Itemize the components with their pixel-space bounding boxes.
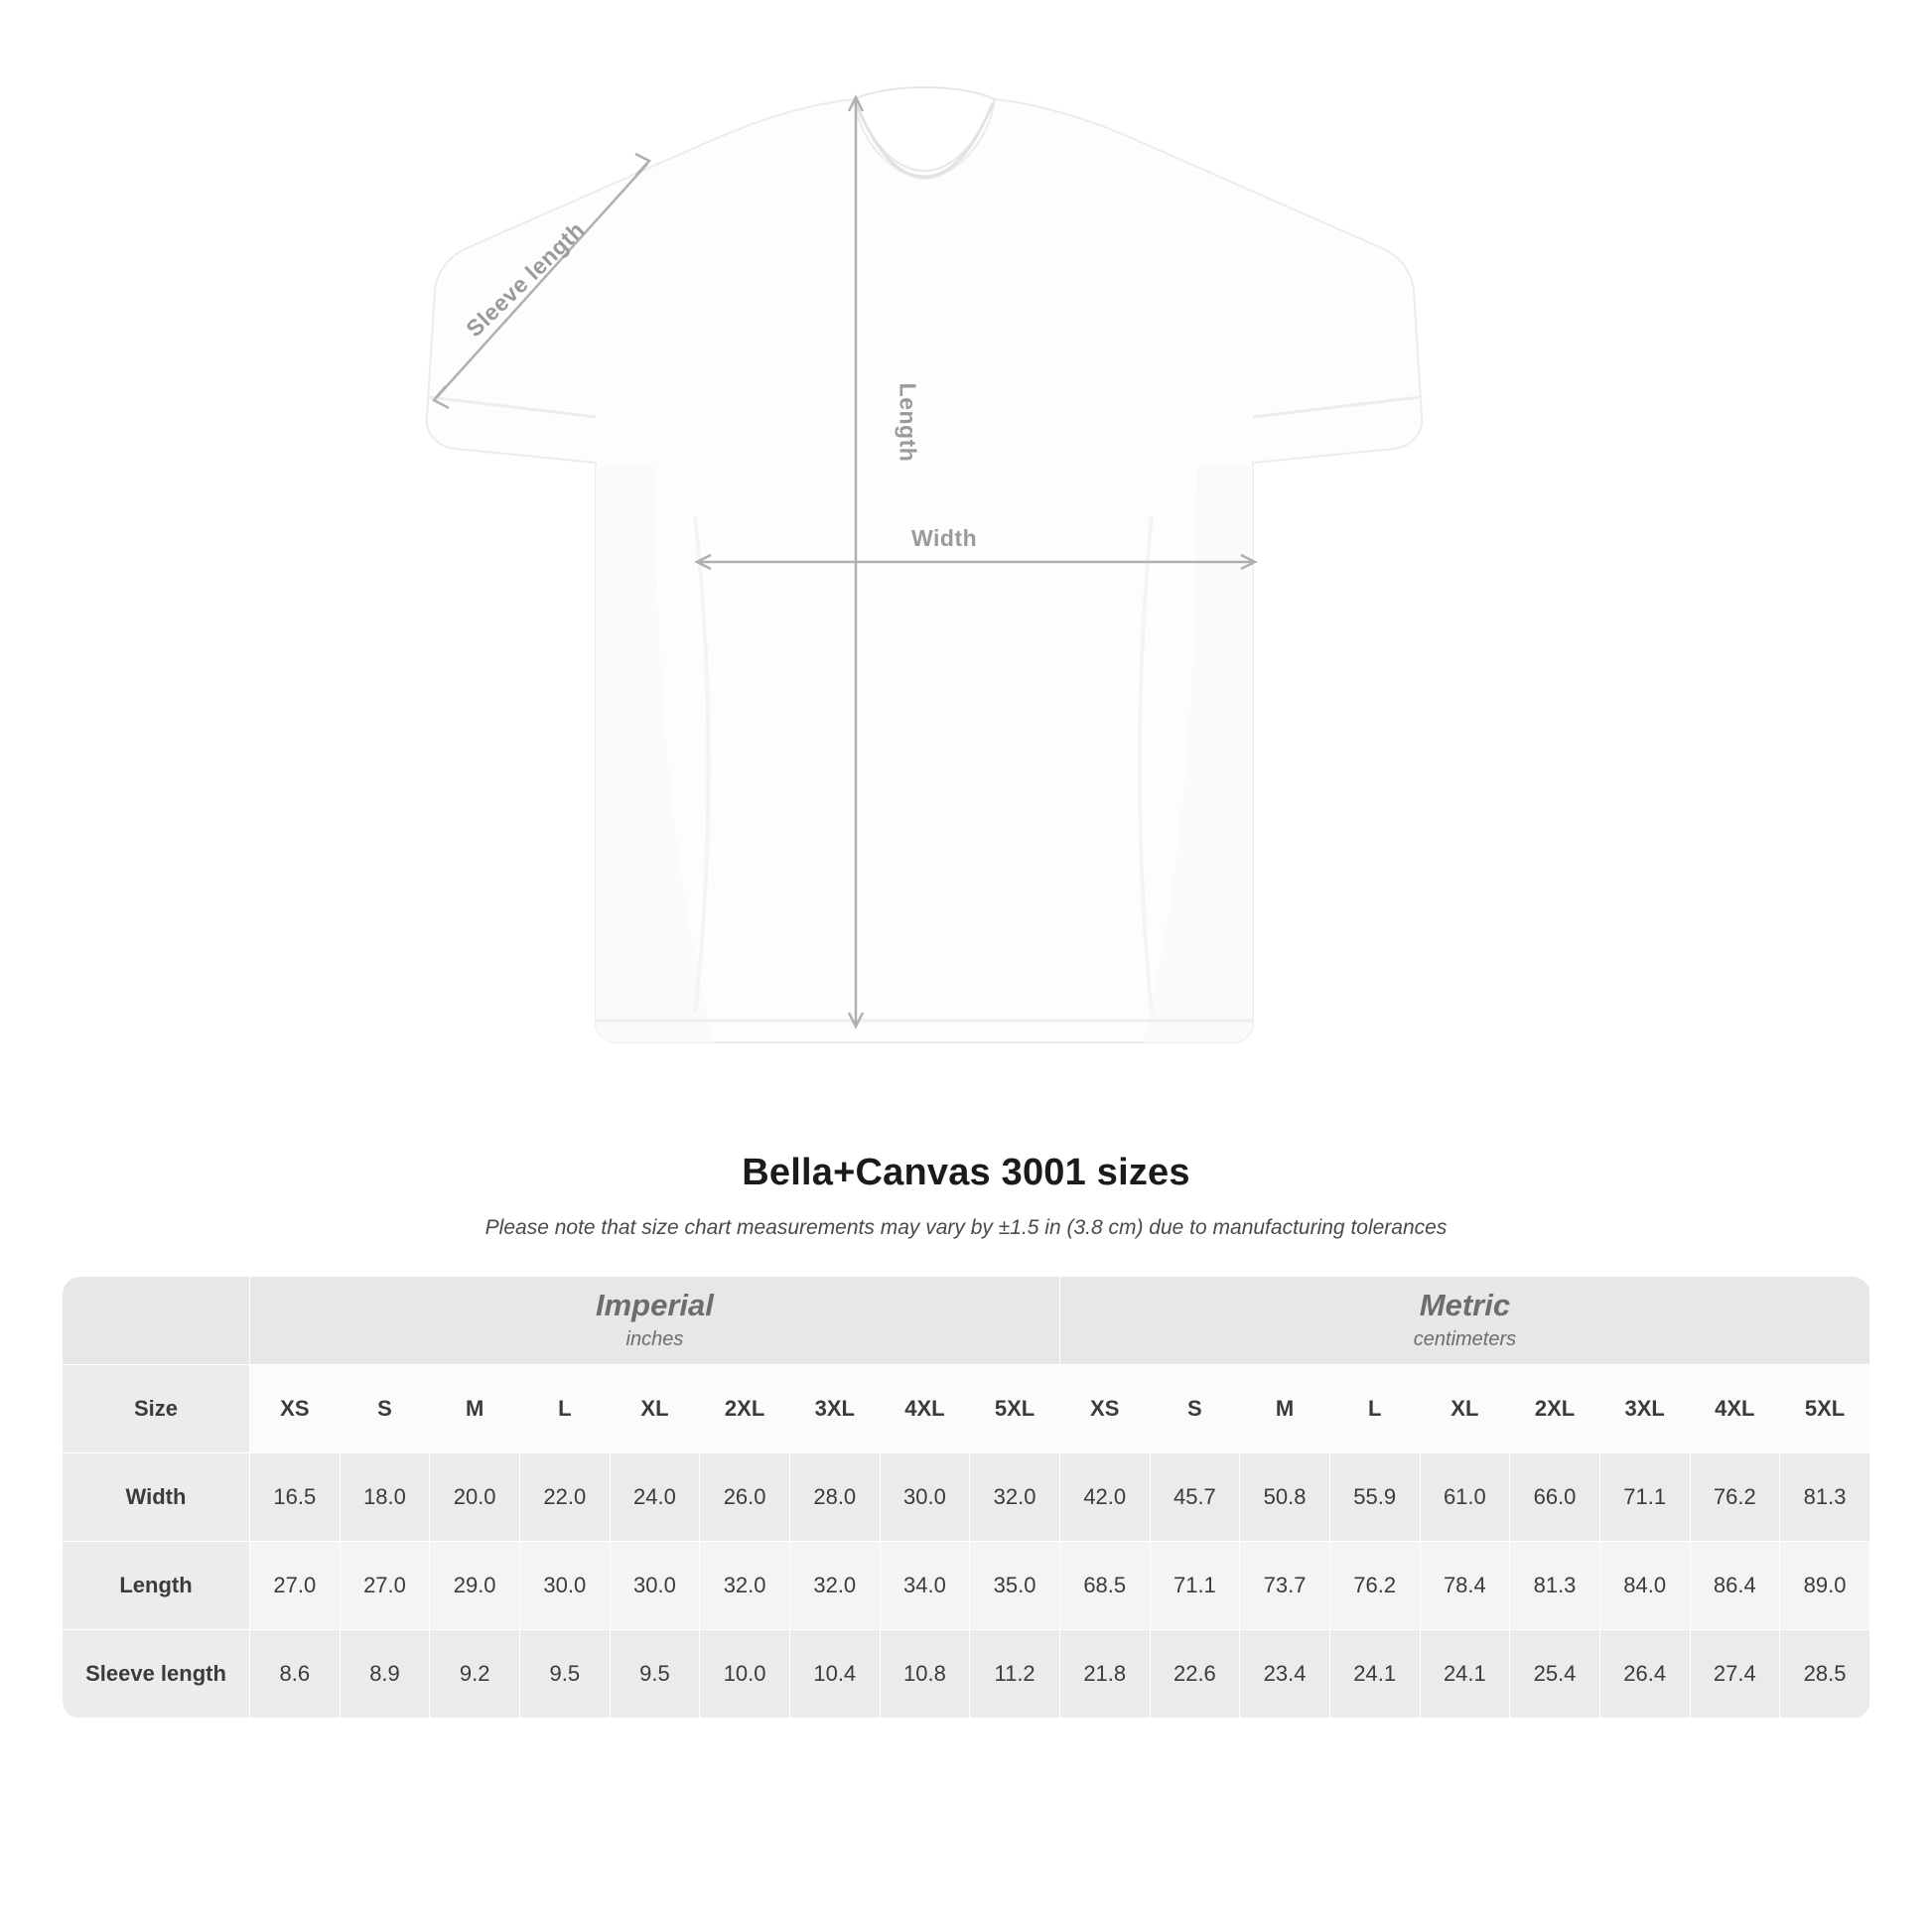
size-column-header: S (340, 1365, 430, 1453)
measurement-cell: 24.1 (1329, 1630, 1420, 1719)
measurement-cell: 9.5 (519, 1630, 610, 1719)
measurement-cell: 30.0 (880, 1453, 970, 1542)
measurement-cell: 24.1 (1420, 1630, 1510, 1719)
measurement-cell: 9.5 (610, 1630, 700, 1719)
measurement-row-header: Width (63, 1453, 250, 1542)
measurement-row-header: Length (63, 1542, 250, 1630)
measurement-cell: 78.4 (1420, 1542, 1510, 1630)
unit-group-header-imperial (250, 1277, 1060, 1365)
measurement-cell: 32.0 (700, 1542, 790, 1630)
size-column-header: 2XL (700, 1365, 790, 1453)
measurement-cell: 61.0 (1420, 1453, 1510, 1542)
measurement-cell: 21.8 (1059, 1630, 1150, 1719)
measurement-cell: 73.7 (1240, 1542, 1330, 1630)
measurement-cell: 68.5 (1059, 1542, 1150, 1630)
measurement-cell: 26.0 (700, 1453, 790, 1542)
size-table-wrapper (62, 1276, 1870, 1719)
size-column-header: 5XL (970, 1365, 1060, 1453)
measurement-cell: 35.0 (970, 1542, 1060, 1630)
measurement-row-header: Sleeve length (63, 1630, 250, 1719)
measurement-cell: 22.6 (1150, 1630, 1240, 1719)
table-row (63, 1630, 1870, 1719)
measurement-cell: 28.5 (1780, 1630, 1870, 1719)
size-column-header: 4XL (1690, 1365, 1780, 1453)
size-column-header: 5XL (1780, 1365, 1870, 1453)
measurement-cell: 66.0 (1510, 1453, 1600, 1542)
size-column-header: 3XL (1599, 1365, 1690, 1453)
measurement-cell: 32.0 (789, 1542, 880, 1630)
measurement-cell: 8.6 (250, 1630, 341, 1719)
size-column-header: XS (250, 1365, 341, 1453)
measurement-cell: 89.0 (1780, 1542, 1870, 1630)
measurement-cell: 76.2 (1690, 1453, 1780, 1542)
measurement-cell: 8.9 (340, 1630, 430, 1719)
size-row-header: Size (63, 1365, 250, 1453)
unit-group-name: Imperial (596, 1287, 714, 1322)
measurement-cell: 81.3 (1510, 1542, 1600, 1630)
measurement-cell: 76.2 (1329, 1542, 1420, 1630)
measurement-cell: 29.0 (430, 1542, 520, 1630)
measurement-cell: 10.4 (789, 1630, 880, 1719)
size-column-header: 2XL (1510, 1365, 1600, 1453)
unit-group-sub: inches (625, 1328, 684, 1351)
measurement-cell: 10.8 (880, 1630, 970, 1719)
unit-group-sub: centimeters (1413, 1328, 1517, 1351)
measurement-cell: 71.1 (1150, 1542, 1240, 1630)
measurement-cell: 27.4 (1690, 1630, 1780, 1719)
measurement-cell: 9.2 (430, 1630, 520, 1719)
measurement-cell: 24.0 (610, 1453, 700, 1542)
measurement-cell: 71.1 (1599, 1453, 1690, 1542)
measurement-cell: 26.4 (1599, 1630, 1690, 1719)
measurement-cell: 18.0 (340, 1453, 430, 1542)
measurement-cell: 86.4 (1690, 1542, 1780, 1630)
page-title: Bella+Canvas 3001 sizes (742, 1152, 1190, 1193)
measurement-cell: 28.0 (789, 1453, 880, 1542)
size-header-row (63, 1365, 1870, 1453)
size-column-header: M (430, 1365, 520, 1453)
measurement-cell: 55.9 (1329, 1453, 1420, 1542)
measurement-cell: 42.0 (1059, 1453, 1150, 1542)
table-row (63, 1453, 1870, 1542)
size-column-header: L (519, 1365, 610, 1453)
size-table (62, 1276, 1870, 1719)
unit-group-name: Metric (1419, 1287, 1511, 1322)
width-label: Width (911, 525, 978, 551)
size-column-header: L (1329, 1365, 1420, 1453)
size-column-header: XL (1420, 1365, 1510, 1453)
measurement-cell: 30.0 (519, 1542, 610, 1630)
measurement-cell: 27.0 (340, 1542, 430, 1630)
measurement-cell: 20.0 (430, 1453, 520, 1542)
size-column-header: 3XL (789, 1365, 880, 1453)
measurement-cell: 16.5 (250, 1453, 341, 1542)
size-column-header: S (1150, 1365, 1240, 1453)
measurement-cell: 25.4 (1510, 1630, 1600, 1719)
size-column-header: XL (610, 1365, 700, 1453)
measurement-cell: 10.0 (700, 1630, 790, 1719)
measurement-cell: 81.3 (1780, 1453, 1870, 1542)
measurement-cell: 84.0 (1599, 1542, 1690, 1630)
measurement-cell: 34.0 (880, 1542, 970, 1630)
size-column-header: XS (1059, 1365, 1150, 1453)
measurement-cell: 11.2 (970, 1630, 1060, 1719)
measurement-cell: 32.0 (970, 1453, 1060, 1542)
size-column-header: M (1240, 1365, 1330, 1453)
length-label: Length (895, 382, 921, 463)
measurement-cell: 45.7 (1150, 1453, 1240, 1542)
sleeve-length-label: Sleeve length (461, 216, 590, 343)
size-column-header: 4XL (880, 1365, 970, 1453)
tolerance-note: Please note that size chart measurements may vary by ±1.5 in (3.8 cm) due to manufacturing tolerances (484, 1216, 1448, 1239)
measurement-cell: 22.0 (519, 1453, 610, 1542)
measurement-cell: 50.8 (1240, 1453, 1330, 1542)
measurement-cell: 30.0 (610, 1542, 700, 1630)
unit-header-row (63, 1277, 1870, 1365)
measurement-cell: 23.4 (1240, 1630, 1330, 1719)
table-corner-cell (63, 1277, 250, 1365)
unit-group-header-metric (1059, 1277, 1869, 1365)
table-row (63, 1542, 1870, 1630)
measurement-cell: 27.0 (250, 1542, 341, 1630)
